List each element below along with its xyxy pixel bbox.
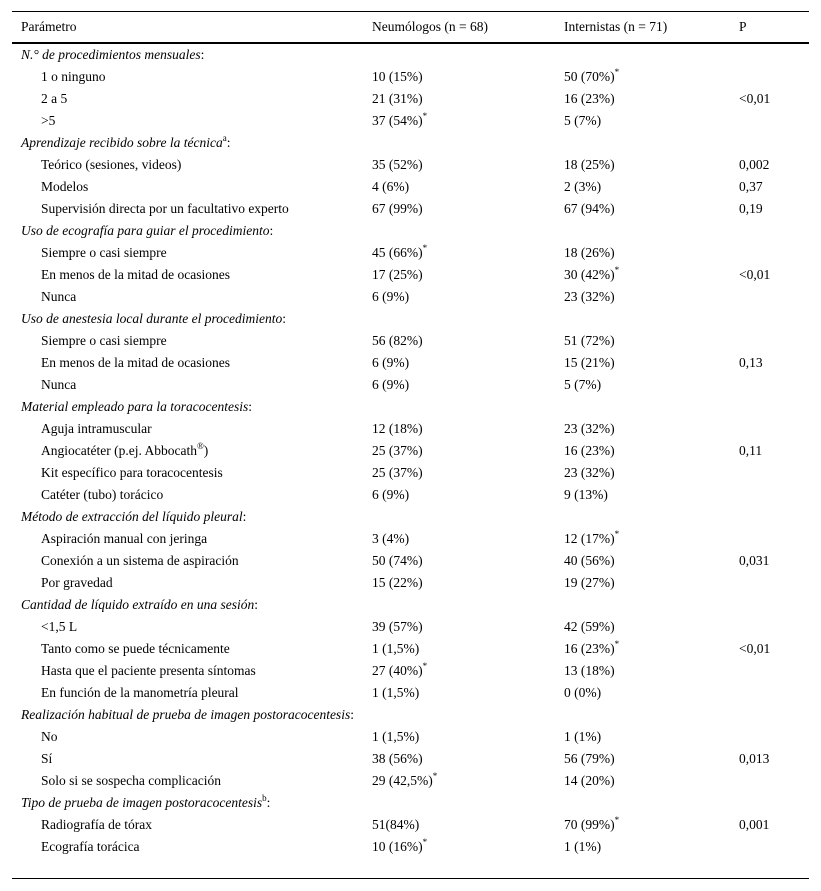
- neumologos-value: [372, 686, 419, 700]
- row-label: [41, 440, 209, 458]
- table-row: [12, 88, 809, 110]
- significance-marker: *: [614, 814, 620, 825]
- table-row: [12, 572, 809, 594]
- internistas-value-value: 16 (23%): [564, 641, 615, 656]
- internistas-value: [564, 664, 615, 678]
- p-value: 0,013: [739, 751, 770, 766]
- section-title: Material empleado para la toracocentesis: [21, 399, 249, 414]
- internistas-value: [564, 814, 620, 832]
- row-label-text: Supervisión directa por un facultativo experto: [41, 201, 289, 216]
- section-row: [12, 792, 809, 814]
- neumologos-value-value: 12 (18%): [372, 421, 423, 436]
- section-colon: :: [242, 509, 247, 524]
- row-label-text: Modelos: [41, 179, 89, 194]
- neumologos-value-value: 3 (4%): [372, 531, 410, 546]
- internistas-value-value: 5 (7%): [564, 377, 602, 392]
- row-label-text: 1 o ninguno: [41, 69, 106, 84]
- internistas-value: [564, 752, 615, 766]
- internistas-value: [564, 290, 615, 304]
- neumologos-value: [372, 554, 423, 568]
- footnote-marker: a: [222, 132, 227, 143]
- neumologos-value: [372, 110, 428, 128]
- row-label: [41, 818, 152, 832]
- internistas-value: [564, 264, 620, 282]
- neumologos-value-value: 37 (54%): [372, 113, 423, 128]
- p-value: 0,13: [739, 355, 763, 370]
- section-title: Cantidad de líquido extraído en una sesión: [21, 597, 255, 612]
- p-value: 0,031: [739, 553, 770, 568]
- section-row: [12, 220, 809, 242]
- table-row: [12, 440, 809, 462]
- row-label-text: Solo si se sospecha complicación: [41, 773, 221, 788]
- section-label: [21, 708, 354, 722]
- table-row: [12, 418, 809, 440]
- neumologos-value: [372, 660, 428, 678]
- row-label: [41, 664, 256, 678]
- neumologos-value-value: 6 (9%): [372, 355, 410, 370]
- table-row: [12, 66, 809, 88]
- header-internistas: Internistas (n = 71): [564, 19, 668, 34]
- p-value: 0,001: [739, 817, 770, 832]
- neumologos-value: [372, 242, 428, 260]
- section-label: [21, 312, 286, 326]
- neumologos-value-value: 51(84%): [372, 817, 420, 832]
- header-row: [12, 16, 809, 38]
- neumologos-value: [372, 180, 409, 194]
- table-row: [12, 616, 809, 638]
- section-label: [21, 792, 271, 810]
- internistas-value-value: 30 (42%): [564, 267, 615, 282]
- table-row: [12, 638, 809, 660]
- internistas-value-value: 18 (25%): [564, 157, 615, 172]
- internistas-value-value: 40 (56%): [564, 553, 615, 568]
- internistas-value: [564, 620, 615, 634]
- neumologos-value: [372, 444, 423, 458]
- internistas-value: [564, 554, 615, 568]
- row-label-text: >5: [41, 113, 56, 128]
- neumologos-value-value: 4 (6%): [372, 179, 410, 194]
- row-label: [41, 202, 289, 216]
- table-row: [12, 286, 809, 308]
- table-row: [12, 154, 809, 176]
- neumologos-value-value: 39 (57%): [372, 619, 423, 634]
- internistas-value: [564, 528, 620, 546]
- header-neumologos: Neumólogos (n = 68): [372, 19, 488, 34]
- internistas-value: [564, 422, 615, 436]
- footnote-marker: b: [262, 792, 267, 803]
- row-label: [41, 70, 106, 84]
- row-label-text: <1,5 L: [41, 619, 78, 634]
- internistas-value-value: 56 (79%): [564, 751, 615, 766]
- neumologos-value: [372, 532, 409, 546]
- section-label: [21, 48, 204, 62]
- top-rule: [12, 11, 809, 12]
- significance-marker: *: [614, 264, 620, 275]
- row-label: [41, 730, 58, 744]
- section-title: Uso de ecografía para guiar el procedimiento: [21, 223, 270, 238]
- header-p: P: [739, 19, 747, 34]
- row-label-text: Siempre o casi siempre: [41, 245, 167, 260]
- row-label-text: En menos de la mitad de ocasiones: [41, 355, 230, 370]
- internistas-value: [564, 114, 601, 128]
- internistas-value-value: 9 (13%): [564, 487, 608, 502]
- row-label: [41, 158, 181, 172]
- row-label: [41, 114, 55, 128]
- row-label: [41, 642, 230, 656]
- neumologos-value: [372, 576, 423, 590]
- internistas-value-value: 16 (23%): [564, 443, 615, 458]
- neumologos-value-value: 10 (15%): [372, 69, 423, 84]
- row-label-text: Conexión a un sistema de aspiración: [41, 553, 239, 568]
- table-row: [12, 660, 809, 682]
- significance-marker: *: [422, 836, 428, 847]
- row-label-text: Aspiración manual con jeringa: [41, 531, 208, 546]
- table-row: [12, 176, 809, 198]
- row-label-tail: ): [203, 443, 209, 458]
- p-value: <0,01: [739, 267, 771, 282]
- internistas-value-value: 42 (59%): [564, 619, 615, 634]
- row-label-text: Siempre o casi siempre: [41, 333, 167, 348]
- row-label-text: Nunca: [41, 377, 77, 392]
- table-row: [12, 264, 809, 286]
- neumologos-value: [372, 202, 423, 216]
- row-label: [41, 180, 88, 194]
- p-value: 0,11: [739, 443, 763, 458]
- section-title: Realización habitual de prueba de imagen postoracocentesis: [21, 707, 351, 722]
- internistas-value: [564, 730, 601, 744]
- section-colon: :: [282, 311, 286, 326]
- section-row: [12, 506, 809, 528]
- section-colon: :: [266, 795, 271, 810]
- registered-mark: ®: [196, 440, 204, 451]
- internistas-value: [564, 378, 601, 392]
- row-label: [41, 290, 76, 304]
- neumologos-value-value: 15 (22%): [372, 575, 423, 590]
- internistas-value-value: 0 (0%): [564, 685, 602, 700]
- neumologos-value-value: 25 (37%): [372, 443, 423, 458]
- table-row: [12, 726, 809, 748]
- internistas-value: [564, 576, 615, 590]
- internistas-value-value: 15 (21%): [564, 355, 615, 370]
- neumologos-value: [372, 356, 409, 370]
- neumologos-value-value: 29 (42,5%): [372, 773, 433, 788]
- neumologos-value: [372, 334, 423, 348]
- row-label: [41, 620, 77, 634]
- internistas-value-value: 1 (1%): [564, 729, 602, 744]
- section-title: Tipo de prueba de imagen postoracocentesis: [21, 795, 263, 810]
- neumologos-value-value: 17 (25%): [372, 267, 423, 282]
- table-row: [12, 242, 809, 264]
- section-title: N.° de procedimientos mensuales: [21, 47, 201, 62]
- neumologos-value-value: 6 (9%): [372, 289, 410, 304]
- section-title: Aprendizaje recibido sobre la técnica: [21, 135, 223, 150]
- table-row: [12, 462, 809, 484]
- neumologos-value: [372, 488, 409, 502]
- table-row: [12, 110, 809, 132]
- row-label: [41, 466, 223, 480]
- internistas-value-value: 23 (32%): [564, 421, 615, 436]
- neumologos-value: [372, 92, 423, 106]
- neumologos-value-value: 21 (31%): [372, 91, 423, 106]
- significance-marker: *: [432, 770, 438, 781]
- internistas-value: [564, 686, 601, 700]
- internistas-value-value: 5 (7%): [564, 113, 602, 128]
- row-label: [41, 554, 239, 568]
- neumologos-value-value: 1 (1,5%): [372, 685, 420, 700]
- internistas-value: [564, 466, 615, 480]
- neumologos-value: [372, 752, 423, 766]
- neumologos-value: [372, 770, 438, 788]
- section-label: [21, 598, 258, 612]
- neumologos-value: [372, 836, 428, 854]
- p-value: <0,01: [739, 641, 771, 656]
- internistas-value-value: 2 (3%): [564, 179, 602, 194]
- neumologos-value-value: 67 (99%): [372, 201, 423, 216]
- row-label: [41, 488, 163, 502]
- row-label-text: Hasta que el paciente presenta síntomas: [41, 663, 256, 678]
- internistas-value: [564, 92, 615, 106]
- internistas-value-value: 50 (70%): [564, 69, 615, 84]
- significance-marker: *: [614, 66, 620, 77]
- significance-marker: *: [422, 110, 428, 121]
- section-colon: :: [226, 135, 231, 150]
- internistas-value: [564, 180, 601, 194]
- neumologos-value: [372, 620, 423, 634]
- row-label-text: Por gravedad: [41, 575, 113, 590]
- row-label-text: Sí: [41, 751, 53, 766]
- row-label: [41, 686, 239, 700]
- row-label: [41, 334, 167, 348]
- section-row: [12, 308, 809, 330]
- row-label: [41, 268, 230, 282]
- internistas-value-value: 1 (1%): [564, 839, 602, 854]
- row-label: [41, 840, 140, 854]
- internistas-value: [564, 488, 608, 502]
- table-row: [12, 836, 809, 858]
- row-label-text: Ecografía torácica: [41, 839, 140, 854]
- section-row: [12, 44, 809, 66]
- internistas-value: [564, 356, 615, 370]
- row-label-text: No: [41, 729, 58, 744]
- neumologos-value: [372, 378, 409, 392]
- neumologos-value-value: 27 (40%): [372, 663, 423, 678]
- neumologos-value-value: 6 (9%): [372, 487, 410, 502]
- p-value: 0,19: [739, 201, 763, 216]
- neumologos-value-value: 25 (37%): [372, 465, 423, 480]
- internistas-value-value: 23 (32%): [564, 465, 615, 480]
- neumologos-value: [372, 818, 419, 832]
- p-value: 0,37: [739, 179, 763, 194]
- section-row: [12, 396, 809, 418]
- row-label-text: Tanto como se puede técnicamente: [41, 641, 230, 656]
- internistas-value-value: 12 (17%): [564, 531, 615, 546]
- internistas-value: [564, 66, 620, 84]
- row-label-text: Catéter (tubo) torácico: [41, 487, 164, 502]
- significance-marker: *: [614, 638, 620, 649]
- internistas-value: [564, 334, 615, 348]
- neumologos-value-value: 45 (66%): [372, 245, 423, 260]
- section-title: Uso de anestesia local durante el procedimiento: [21, 311, 283, 326]
- neumologos-value: [372, 466, 423, 480]
- row-label: [41, 576, 113, 590]
- row-label-text: 2 a 5: [41, 91, 68, 106]
- neumologos-value: [372, 642, 419, 656]
- internistas-value-value: 19 (27%): [564, 575, 615, 590]
- row-label-text: Angiocatéter (p.ej. Abbocath: [41, 443, 197, 458]
- neumologos-value-value: 10 (16%): [372, 839, 423, 854]
- neumologos-value: [372, 730, 419, 744]
- neumologos-value: [372, 290, 409, 304]
- internistas-value-value: 18 (26%): [564, 245, 615, 260]
- neumologos-value-value: 38 (56%): [372, 751, 423, 766]
- neumologos-value: [372, 158, 423, 172]
- neumologos-value: [372, 70, 423, 84]
- internistas-value-value: 13 (18%): [564, 663, 615, 678]
- table-row: [12, 528, 809, 550]
- internistas-value: [564, 158, 615, 172]
- internistas-value-value: 23 (32%): [564, 289, 615, 304]
- row-label: [41, 774, 221, 788]
- row-label-text: Teórico (sesiones, videos): [41, 157, 182, 172]
- row-label-text: En función de la manometría pleural: [41, 685, 239, 700]
- section-label: [21, 510, 246, 524]
- bottom-rule: [12, 878, 809, 879]
- internistas-value-value: 16 (23%): [564, 91, 615, 106]
- table-row: [12, 374, 809, 396]
- table-row: [12, 770, 809, 792]
- neumologos-value: [372, 422, 423, 436]
- section-label: [21, 400, 252, 414]
- table-row: [12, 814, 809, 836]
- section-row: [12, 594, 809, 616]
- section-label: [21, 132, 231, 150]
- neumologos-value: [372, 268, 423, 282]
- section-label: [21, 224, 273, 238]
- section-colon: :: [200, 47, 205, 62]
- internistas-value: [564, 840, 601, 854]
- neumologos-value-value: 1 (1,5%): [372, 641, 420, 656]
- row-label: [41, 422, 152, 436]
- row-label: [41, 532, 207, 546]
- row-label: [41, 92, 67, 106]
- internistas-value-value: 67 (94%): [564, 201, 615, 216]
- section-colon: :: [350, 707, 354, 722]
- table-row: [12, 198, 809, 220]
- p-value: <0,01: [739, 91, 771, 106]
- row-label-text: En menos de la mitad de ocasiones: [41, 267, 230, 282]
- row-label: [41, 752, 52, 766]
- row-label: [41, 378, 76, 392]
- table-row: [12, 352, 809, 374]
- internistas-value: [564, 246, 615, 260]
- neumologos-value-value: 6 (9%): [372, 377, 410, 392]
- section-colon: :: [254, 597, 258, 612]
- section-colon: :: [269, 223, 274, 238]
- internistas-value: [564, 638, 620, 656]
- table-row: [12, 484, 809, 506]
- row-label: [41, 356, 230, 370]
- neumologos-value-value: 56 (82%): [372, 333, 423, 348]
- internistas-value: [564, 202, 615, 216]
- table-row: [12, 550, 809, 572]
- row-label: [41, 246, 167, 260]
- significance-marker: *: [422, 660, 428, 671]
- table-row: [12, 330, 809, 352]
- internistas-value: [564, 774, 615, 788]
- internistas-value-value: 14 (20%): [564, 773, 615, 788]
- row-label-text: Radiografía de tórax: [41, 817, 152, 832]
- section-row: [12, 704, 809, 726]
- header-parametro: Parámetro: [21, 19, 77, 34]
- row-label-text: Aguja intramuscular: [41, 421, 152, 436]
- significance-marker: *: [614, 528, 620, 539]
- table-row: [12, 748, 809, 770]
- section-title: Método de extracción del líquido pleural: [21, 509, 243, 524]
- row-label-text: Kit específico para toracocentesis: [41, 465, 223, 480]
- row-label-text: Nunca: [41, 289, 77, 304]
- p-value: 0,002: [739, 157, 770, 172]
- section-colon: :: [248, 399, 252, 414]
- section-row: [12, 132, 809, 154]
- neumologos-value-value: 50 (74%): [372, 553, 423, 568]
- neumologos-value-value: 35 (52%): [372, 157, 423, 172]
- internistas-value-value: 51 (72%): [564, 333, 615, 348]
- internistas-value-value: 70 (99%): [564, 817, 615, 832]
- internistas-value: [564, 444, 615, 458]
- significance-marker: *: [422, 242, 428, 253]
- table-row: [12, 682, 809, 704]
- neumologos-value-value: 1 (1,5%): [372, 729, 420, 744]
